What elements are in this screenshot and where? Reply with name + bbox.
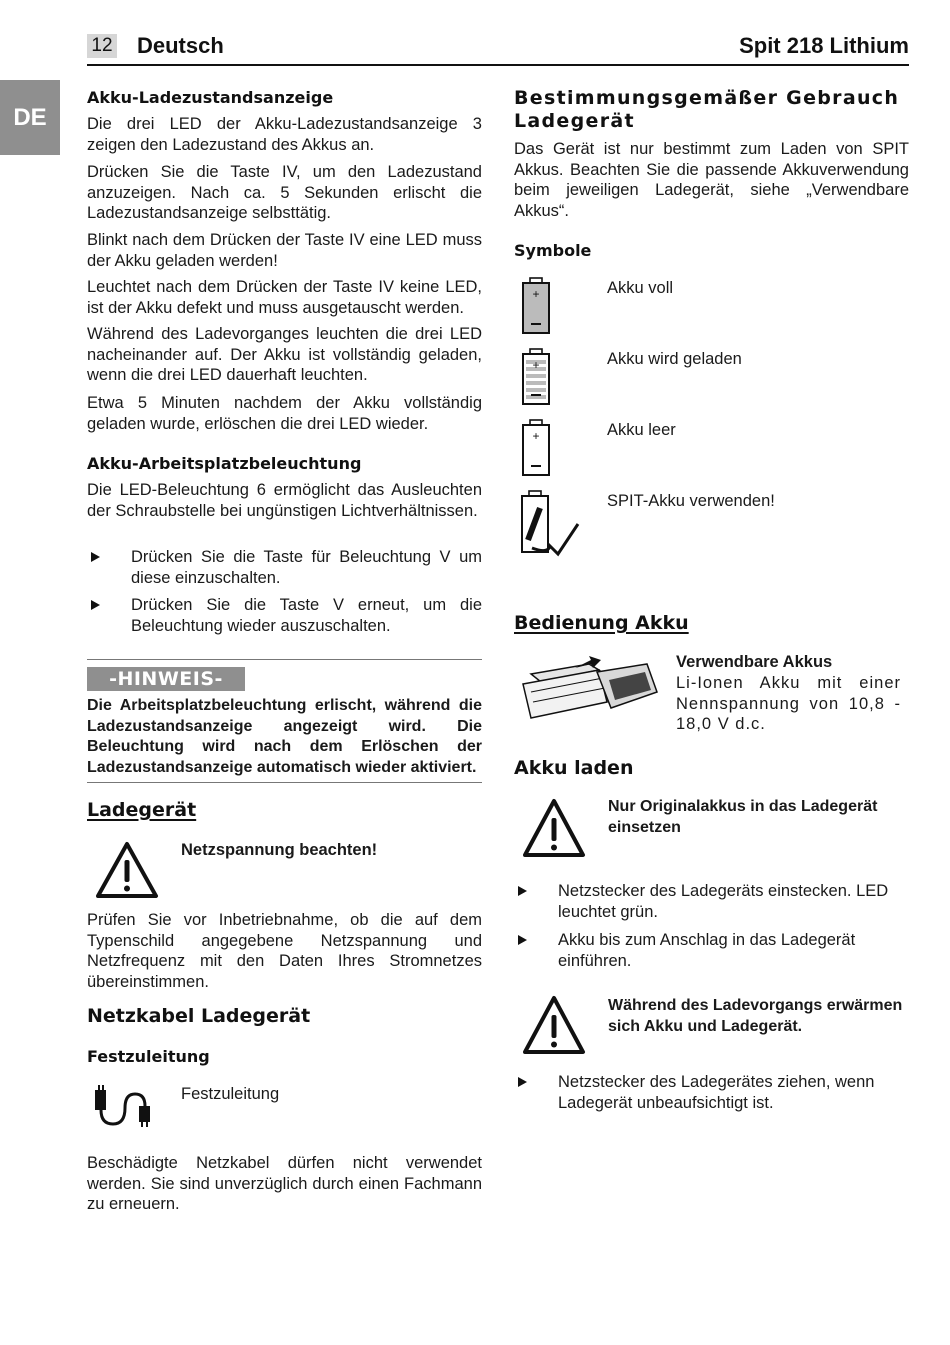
note-text: Die Arbeitsplatzbeleuchtung erlischt, während die Ladezustandsanzeige angezeigt wird. Die Beleuchtung wird nach dem Erlöschen der Ladezustandsanzeige automatisch wieder aktiviert. bbox=[87, 697, 482, 776]
section-heading-akku-laden: Akku laden bbox=[514, 757, 634, 779]
warning-icon bbox=[521, 994, 587, 1061]
warning-text: Netzspannung beachten! bbox=[181, 841, 378, 859]
bullet-text: Netzstecker des Ladegeräts einstecken. LED leuchtet grün. bbox=[558, 882, 889, 921]
paragraph: Während des Ladevorganges leuchten die drei LED nacheinander auf. Der Akku ist vollständig geladen, wenn die drei LED dauerhaft leuchten. bbox=[87, 325, 482, 384]
page-number: 12 bbox=[87, 34, 117, 58]
language-side-tab: DE bbox=[0, 80, 60, 155]
section-heading-bestimmungsgemaesser-gebrauch: Bestimmungsgemäßer Gebrauch Ladegerät bbox=[514, 87, 900, 132]
section-heading-ladegeraet: Ladegerät bbox=[87, 799, 197, 821]
warning-icon bbox=[94, 840, 160, 905]
symbol-label: Akku wird geladen bbox=[607, 350, 742, 368]
warning-text: Während des Ladevorgangs erwärmen sich Akku und Ladegerät. bbox=[608, 997, 903, 1035]
warning-text: Nur Originalakkus in das Ladegerät einsetzen bbox=[608, 798, 878, 836]
paragraph: Drücken Sie die Taste IV, um den Ladezustand anzuzeigen. Nach ca. 5 Sekunden erlischt die Ladezustandsanzeige selbsttätig. bbox=[87, 163, 482, 222]
header-rule bbox=[87, 64, 909, 66]
paragraph: Die LED-Beleuchtung 6 ermöglicht das Ausleuchten der Schraubstelle bei ungünstigen Lichtverhältnissen. bbox=[87, 481, 482, 520]
subheading-symbole: Symbole bbox=[514, 241, 592, 260]
bullet-text: Drücken Sie die Taste für Beleuchtung V um diese einzuschalten. bbox=[131, 548, 482, 587]
section-heading-bedienung-akku: Bedienung Akku bbox=[514, 612, 689, 634]
note-label: -HINWEIS- bbox=[87, 667, 245, 691]
paragraph: Prüfen Sie vor Inbetriebnahme, ob die auf dem Typenschild angegebene Netzspannung und Netzfrequenz mit den Daten Ihres Stromnetzes übereinstimmen. bbox=[87, 911, 482, 991]
battery-full-icon bbox=[521, 277, 551, 340]
paragraph: Die drei LED der Akku-Ladezustandsanzeige 3 zeigen den Ladezustand des Akkus an. bbox=[87, 115, 482, 154]
bullet-arrow-icon bbox=[91, 600, 100, 610]
bullet-arrow-icon bbox=[91, 552, 100, 562]
paragraph: Li-Ionen Akku mit einer Nennspannung von 10,8 - 18,0 V d.c. bbox=[676, 674, 901, 733]
battery-empty-icon bbox=[521, 419, 551, 482]
symbol-label: Akku leer bbox=[607, 421, 676, 439]
product-title: Spit 218 Lithium bbox=[739, 33, 909, 58]
battery-charging-icon bbox=[521, 348, 551, 411]
paragraph: Beschädigte Netzkabel dürfen nicht verwendet werden. Sie sind unverzüglich durch einen Fachmann zu erneuern. bbox=[87, 1154, 482, 1213]
language-title: Deutsch bbox=[137, 33, 224, 58]
symbol-label: SPIT-Akku verwenden! bbox=[607, 492, 775, 510]
bullet-arrow-icon bbox=[518, 935, 527, 945]
svg-text:+: + bbox=[532, 287, 540, 301]
icon-label: Festzuleitung bbox=[181, 1085, 280, 1103]
section-heading-akku-ladezustandsanzeige: Akku-Ladezustandsanzeige bbox=[87, 88, 334, 107]
bullet-text: Drücken Sie die Taste V erneut, um die Beleuchtung wieder auszuschalten. bbox=[131, 596, 482, 635]
bullet-text: Netzstecker des Ladegerätes ziehen, wenn Ladegerät unbeaufsichtigt ist. bbox=[558, 1073, 875, 1112]
bullet-text: Akku bis zum Anschlag in das Ladegerät einführen. bbox=[558, 931, 856, 970]
svg-text:+: + bbox=[532, 358, 540, 372]
paragraph: Etwa 5 Minuten nachdem der Akku vollständig geladen wurde, erlöschen die drei LED wieder. bbox=[87, 394, 482, 433]
section-heading-netzkabel: Netzkabel Ladegerät bbox=[87, 1005, 311, 1027]
spit-battery-check-icon bbox=[520, 490, 580, 565]
svg-text:+: + bbox=[532, 429, 540, 443]
note-bottom-rule bbox=[87, 782, 482, 783]
section-heading-akku-arbeitsplatzbeleuchtung: Akku-Arbeitsplatzbeleuchtung bbox=[87, 454, 362, 473]
bullet-arrow-icon bbox=[518, 1077, 527, 1087]
subheading-verwendbare-akkus: Verwendbare Akkus bbox=[676, 653, 833, 671]
bullet-arrow-icon bbox=[518, 886, 527, 896]
paragraph: Leuchtet nach dem Drücken der Taste IV keine LED, ist der Akku defekt und muss ausgetauscht werden. bbox=[87, 278, 482, 317]
paragraph: Blinkt nach dem Drücken der Taste IV eine LED muss der Akku geladen werden! bbox=[87, 231, 482, 270]
subheading-festzuleitung: Festzuleitung bbox=[87, 1047, 210, 1066]
note-top-rule bbox=[87, 659, 482, 660]
paragraph: Das Gerät ist nur bestimmt zum Laden von SPIT Akkus. Beachten Sie die passende Akkuverwendung beim jeweiligen Ladegerät, siehe „Verwendbare Akkus“. bbox=[514, 140, 909, 220]
fixed-cable-icon bbox=[91, 1082, 157, 1137]
charger-with-battery-illustration bbox=[519, 652, 661, 729]
symbol-label: Akku voll bbox=[607, 279, 674, 297]
warning-icon bbox=[521, 797, 587, 864]
